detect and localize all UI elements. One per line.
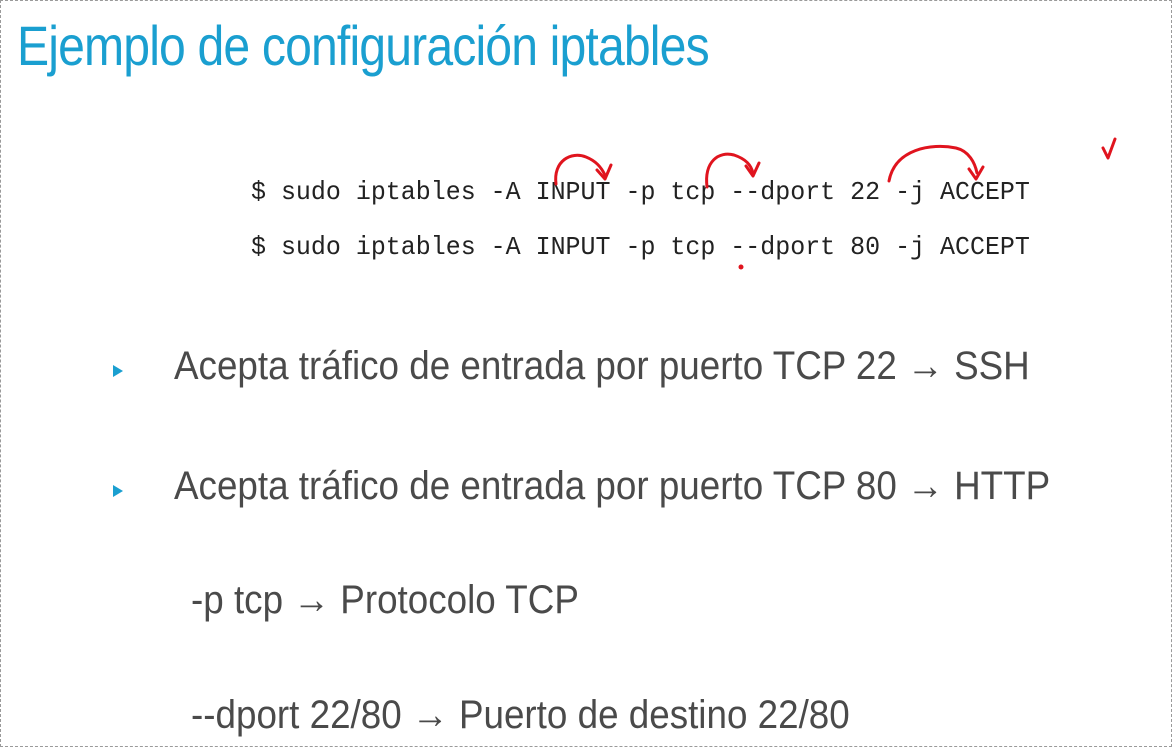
note-dport: --dport 22/80 → Puerto de destino 22/80	[191, 693, 850, 737]
arrow-annotation-dport-to-22	[889, 146, 977, 181]
bullet-ssh: Acepta tráfico de entrada por puerto TCP 22 → SSH	[174, 344, 1030, 388]
command-line-2: $ sudo iptables -A INPUT -p tcp --dport 80 -j ACCEPT	[251, 232, 1030, 262]
dot-annotation	[739, 265, 744, 270]
bullet-marker-icon	[113, 485, 123, 497]
command-line-1: $ sudo iptables -A INPUT -p tcp --dport 22 -j ACCEPT	[251, 177, 1030, 207]
note-protocol: -p tcp → Protocolo TCP	[191, 578, 579, 622]
arrowhead-p-to-tcp	[746, 163, 759, 176]
bullet-http: Acepta tráfico de entrada por puerto TCP 80 → HTTP	[174, 464, 1051, 508]
checkmark-annotation	[1103, 139, 1115, 158]
bullet-marker-icon	[113, 365, 123, 377]
slide-title: Ejemplo de configuración iptables	[17, 14, 709, 77]
